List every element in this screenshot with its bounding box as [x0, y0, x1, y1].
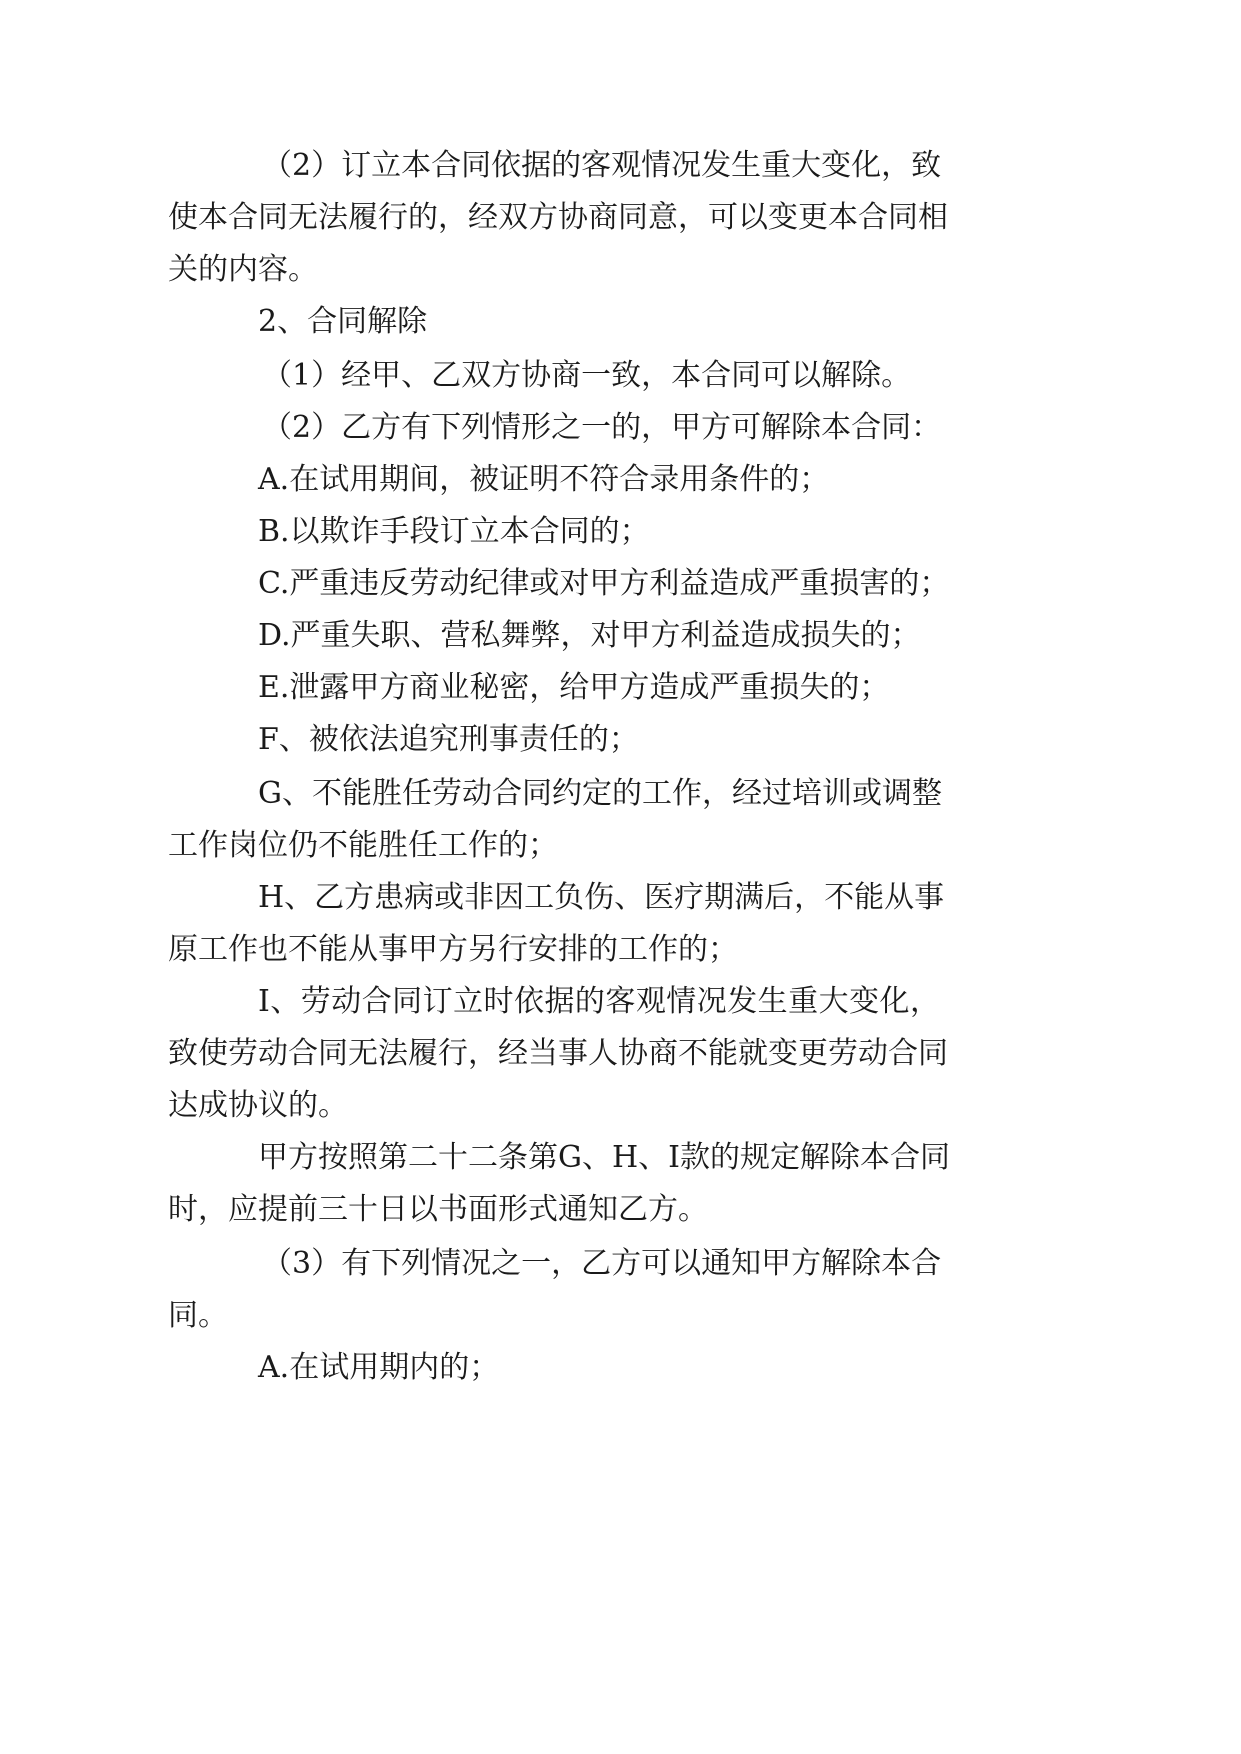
list-item: C.严重违反劳动纪律或对甲方利益造成严重损害的；	[258, 566, 950, 601]
list-item: F、被依法追究刑事责任的；	[258, 722, 639, 757]
text-line: 致使劳动合同无法履行，经当事人协商不能就变更劳动合同	[168, 1036, 948, 1071]
list-item: D.严重失职、营私舞弊，对甲方利益造成损失的；	[258, 618, 921, 653]
text-line: 原工作也不能从事甲方另行安排的工作的；	[168, 932, 738, 967]
text-line: 甲方按照第二十二条第G、H、I款的规定解除本合同	[258, 1140, 950, 1175]
text-line: 关的内容。	[168, 252, 318, 287]
list-item: I、劳动合同订立时依据的客观情况发生重大变化，	[258, 984, 940, 1019]
text-line: （2）乙方有下列情形之一的，甲方可解除本合同：	[262, 410, 942, 445]
text-line: 工作岗位仍不能胜任工作的；	[168, 828, 558, 863]
list-item: E.泄露甲方商业秘密，给甲方造成严重损失的；	[258, 670, 890, 705]
text-line: （1）经甲、乙双方协商一致，本合同可以解除。	[262, 358, 912, 393]
text-line: （3）有下列情况之一，乙方可以通知甲方解除本合	[262, 1246, 942, 1281]
section-heading: 2、合同解除	[258, 304, 428, 339]
list-item: H、乙方患病或非因工负伤、医疗期满后，不能从事	[258, 880, 945, 915]
list-item: A.在试用期间，被证明不符合录用条件的；	[258, 462, 830, 497]
text-line: 时，应提前三十日以书面形式通知乙方。	[168, 1192, 708, 1227]
text-line: 达成协议的。	[168, 1088, 348, 1123]
list-item: A.在试用期内的；	[258, 1350, 500, 1385]
text-line: （2）订立本合同依据的客观情况发生重大变化，致	[262, 148, 942, 183]
text-line: 使本合同无法履行的，经双方协商同意，可以变更本合同相	[168, 200, 948, 235]
text-line: 同。	[168, 1298, 228, 1333]
list-item: B.以欺诈手段订立本合同的；	[258, 514, 650, 549]
list-item: G、不能胜任劳动合同约定的工作，经过培训或调整	[258, 776, 942, 811]
